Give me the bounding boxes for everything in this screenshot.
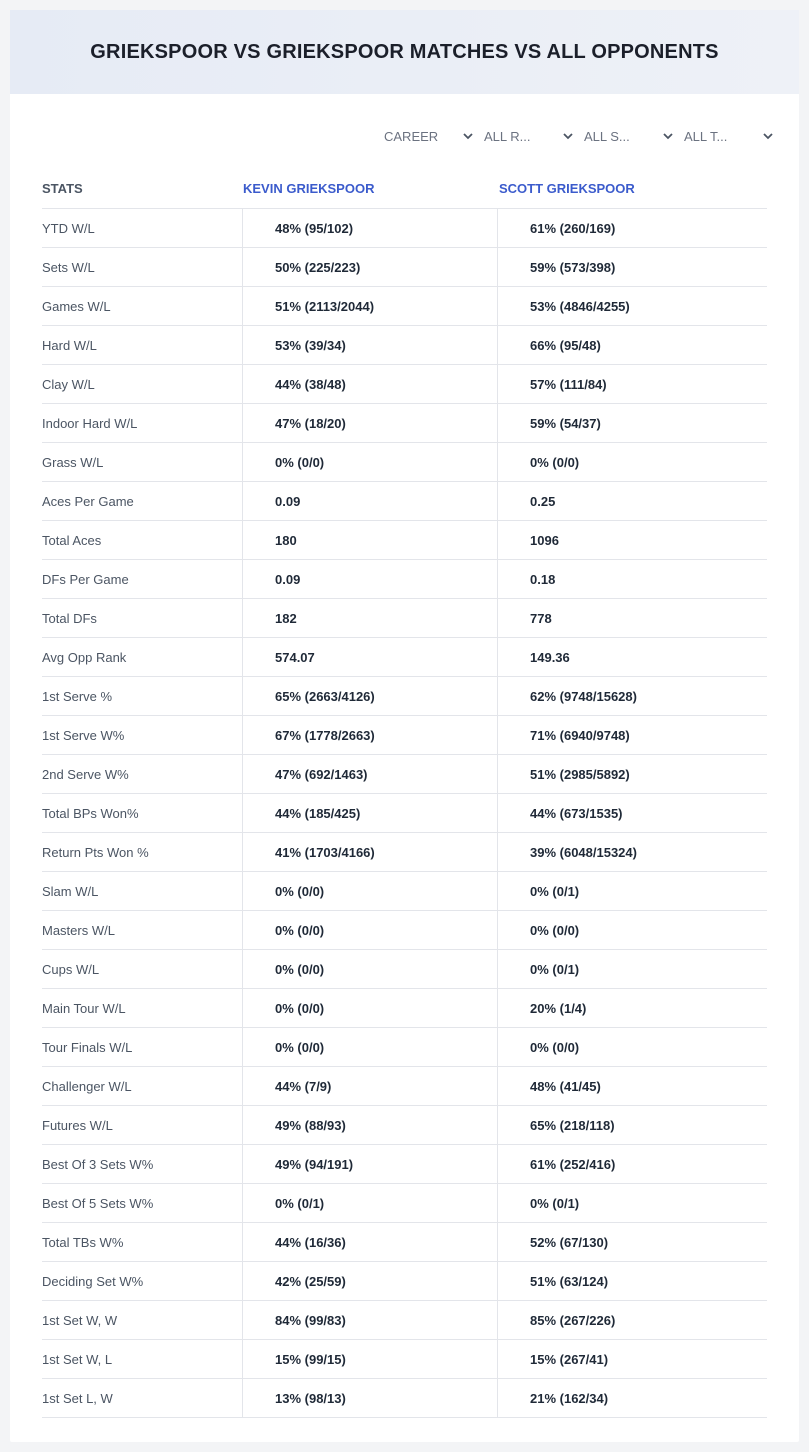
table-row	[42, 677, 767, 716]
stat-label: Masters W/L	[42, 911, 243, 949]
table-row	[42, 521, 767, 560]
stat-label: YTD W/L	[42, 209, 243, 247]
stat-label: Total TBs W%	[42, 1223, 243, 1261]
table-row	[42, 1028, 767, 1067]
player-2-value: 15% (267/41)	[530, 1351, 609, 1367]
stat-label: 2nd Serve W%	[42, 755, 243, 793]
table-row	[42, 560, 767, 599]
table-row	[42, 482, 767, 521]
table-row	[42, 716, 767, 755]
player-2-value: 59% (573/398)	[530, 259, 616, 275]
stat-label: Tour Finals W/L	[42, 1028, 243, 1066]
filter-round-select[interactable]	[484, 126, 584, 146]
player-1-value: 50% (225/223)	[243, 248, 498, 286]
player-2-value: 71% (6940/9748)	[530, 727, 630, 743]
table-header	[42, 169, 767, 209]
player-2-value: 62% (9748/15628)	[530, 688, 637, 704]
filter-round-label: ALL R...	[484, 128, 531, 144]
player-2-value: 52% (67/130)	[530, 1234, 609, 1250]
stat-label: Indoor Hard W/L	[42, 404, 243, 442]
table-row	[42, 911, 767, 950]
player-2-value: 0.25	[530, 493, 556, 509]
player-1-value: 47% (18/20)	[243, 404, 498, 442]
player-1-value: 0% (0/0)	[243, 989, 498, 1027]
filter-bar	[384, 126, 784, 146]
player-1-value: 0% (0/0)	[243, 1028, 498, 1066]
table-row	[42, 794, 767, 833]
player-2-value: 0% (0/0)	[530, 922, 580, 938]
table-row	[42, 1262, 767, 1301]
table-row	[42, 209, 767, 248]
stat-label: Deciding Set W%	[42, 1262, 243, 1300]
player-1-value: 0% (0/0)	[243, 872, 498, 910]
table-body	[42, 209, 767, 1418]
player-2-value: 0% (0/0)	[530, 454, 580, 470]
filter-surface-select[interactable]	[584, 126, 684, 146]
table-row	[42, 638, 767, 677]
player-2-value: 61% (252/416)	[530, 1156, 616, 1172]
stats-table	[42, 169, 767, 1418]
stat-label: Clay W/L	[42, 365, 243, 403]
filter-surface-label: ALL S...	[584, 128, 630, 144]
stat-label: Hard W/L	[42, 326, 243, 364]
stat-label: Aces Per Game	[42, 482, 243, 520]
stat-label: Total BPs Won%	[42, 794, 243, 832]
stat-label: Cups W/L	[42, 950, 243, 988]
player-1-value: 65% (2663/4126)	[243, 677, 498, 715]
stat-label: Slam W/L	[42, 872, 243, 910]
player-1-value: 0.09	[243, 560, 498, 598]
player-1-value: 180	[243, 521, 498, 559]
player-1-value: 0.09	[243, 482, 498, 520]
stat-label: Return Pts Won %	[42, 833, 243, 871]
filter-period-label: CAREER	[384, 128, 439, 144]
stat-label: 1st Set W, L	[42, 1340, 243, 1378]
table-row	[42, 1067, 767, 1106]
player-2-value: 0% (0/1)	[530, 883, 580, 899]
player-1-value: 84% (99/83)	[243, 1301, 498, 1339]
player-1-value: 44% (38/48)	[243, 365, 498, 403]
stat-label: Avg Opp Rank	[42, 638, 243, 676]
column-header-player-2[interactable]: SCOTT GRIEKSPOOR	[499, 181, 635, 196]
table-row	[42, 1340, 767, 1379]
stat-label: Total Aces	[42, 521, 243, 559]
player-1-value: 44% (185/425)	[243, 794, 498, 832]
table-row	[42, 989, 767, 1028]
table-row	[42, 1223, 767, 1262]
player-1-value: 574.07	[243, 638, 498, 676]
table-row	[42, 833, 767, 872]
table-row	[42, 287, 767, 326]
stat-label: Futures W/L	[42, 1106, 243, 1144]
player-2-value: 59% (54/37)	[530, 415, 601, 431]
stats-card	[10, 10, 799, 1442]
player-2-value: 66% (95/48)	[530, 337, 601, 353]
table-row	[42, 1184, 767, 1223]
player-1-value: 0% (0/0)	[243, 443, 498, 481]
player-2-value: 51% (63/124)	[530, 1273, 609, 1289]
player-1-value: 49% (88/93)	[243, 1106, 498, 1144]
column-header-player-1[interactable]: KEVIN GRIEKSPOOR	[243, 181, 375, 196]
player-1-value: 53% (39/34)	[243, 326, 498, 364]
player-1-value: 42% (25/59)	[243, 1262, 498, 1300]
stat-label: Games W/L	[42, 287, 243, 325]
table-row	[42, 1145, 767, 1184]
player-2-value: 0.18	[530, 571, 556, 587]
table-row	[42, 1106, 767, 1145]
table-row	[42, 1379, 767, 1418]
player-1-value: 51% (2113/2044)	[243, 287, 498, 325]
page-title: GRIEKSPOOR VS GRIEKSPOOR MATCHES VS ALL OPPONENTS	[90, 40, 719, 63]
table-row	[42, 1301, 767, 1340]
table-row	[42, 950, 767, 989]
table-row	[42, 443, 767, 482]
stat-label: DFs Per Game	[42, 560, 243, 598]
table-row	[42, 872, 767, 911]
player-2-value: 48% (41/45)	[530, 1078, 601, 1094]
card-header	[10, 10, 799, 94]
stat-label: 1st Set W, W	[42, 1301, 243, 1339]
player-2-value: 20% (1/4)	[530, 1000, 587, 1016]
player-1-value: 15% (99/15)	[243, 1340, 498, 1378]
player-2-value: 57% (111/84)	[530, 376, 607, 392]
table-row	[42, 404, 767, 443]
stat-label: Grass W/L	[42, 443, 243, 481]
player-1-value: 49% (94/191)	[243, 1145, 498, 1183]
stat-label: 1st Serve %	[42, 677, 243, 715]
stat-label: Sets W/L	[42, 248, 243, 286]
table-row	[42, 326, 767, 365]
player-2-value: 51% (2985/5892)	[530, 766, 630, 782]
stat-label: Best Of 5 Sets W%	[42, 1184, 243, 1222]
filter-tournament-select[interactable]	[684, 126, 784, 146]
player-2-value: 21% (162/34)	[530, 1390, 609, 1406]
filter-tournament-label: ALL T...	[684, 128, 728, 144]
player-2-value: 0% (0/1)	[530, 1195, 580, 1211]
chevron-down-icon	[562, 130, 574, 142]
chevron-down-icon	[462, 130, 474, 142]
stat-label: 1st Set L, W	[42, 1379, 243, 1417]
stat-label: Main Tour W/L	[42, 989, 243, 1027]
player-1-value: 0% (0/0)	[243, 911, 498, 949]
player-1-value: 44% (16/36)	[243, 1223, 498, 1261]
chevron-down-icon	[662, 130, 674, 142]
player-2-value: 39% (6048/15324)	[530, 844, 637, 860]
player-1-value: 0% (0/1)	[243, 1184, 498, 1222]
column-header-stats: STATS	[42, 181, 83, 196]
stat-label: Challenger W/L	[42, 1067, 243, 1105]
player-2-value: 44% (673/1535)	[530, 805, 623, 821]
player-2-value: 0% (0/0)	[530, 1039, 580, 1055]
player-2-value: 0% (0/1)	[530, 961, 580, 977]
player-1-value: 13% (98/13)	[243, 1379, 498, 1417]
player-1-value: 0% (0/0)	[243, 950, 498, 988]
player-1-value: 47% (692/1463)	[243, 755, 498, 793]
player-2-value: 85% (267/226)	[530, 1312, 616, 1328]
player-2-value: 1096	[530, 532, 559, 548]
player-2-value: 778	[530, 610, 552, 626]
chevron-down-icon	[762, 130, 774, 142]
player-2-value: 53% (4846/4255)	[530, 298, 630, 314]
player-2-value: 65% (218/118)	[530, 1117, 615, 1133]
player-1-value: 67% (1778/2663)	[243, 716, 498, 754]
player-1-value: 44% (7/9)	[243, 1067, 498, 1105]
table-row	[42, 599, 767, 638]
stat-label: 1st Serve W%	[42, 716, 243, 754]
filter-period-select[interactable]	[384, 126, 484, 146]
player-2-value: 149.36	[530, 649, 570, 665]
stat-label: Best Of 3 Sets W%	[42, 1145, 243, 1183]
table-row	[42, 365, 767, 404]
player-1-value: 41% (1703/4166)	[243, 833, 498, 871]
player-2-value: 61% (260/169)	[530, 220, 616, 236]
table-row	[42, 248, 767, 287]
stat-label: Total DFs	[42, 599, 243, 637]
player-1-value: 48% (95/102)	[243, 209, 498, 247]
player-1-value: 182	[243, 599, 498, 637]
table-row	[42, 755, 767, 794]
